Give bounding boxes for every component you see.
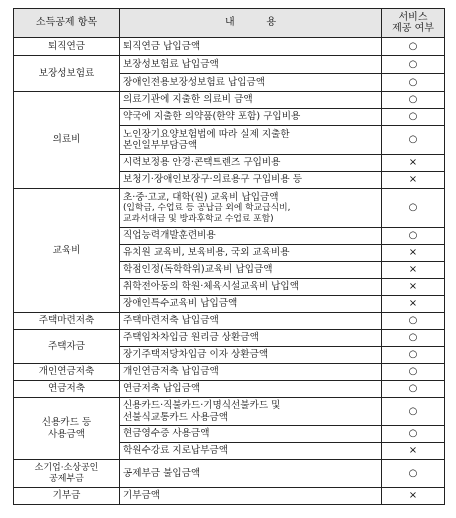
service-mark: × xyxy=(382,245,445,262)
service-mark: × xyxy=(382,172,445,189)
content-cell: 보장성보험료 납입금액 xyxy=(120,56,382,74)
service-mark: × xyxy=(382,296,445,313)
deduction-table xyxy=(13,8,445,505)
service-mark: ○ xyxy=(382,56,445,74)
header-service-provided: 서비스 제공 여부 xyxy=(382,9,445,38)
category-cell: 주택마련저축 xyxy=(14,313,120,330)
content-cell: 장애인특수교육비 납입금액 xyxy=(120,296,382,313)
service-mark: ○ xyxy=(382,228,445,245)
content-cell: 연금저축 납입금액 xyxy=(120,381,382,398)
content-cell: 현금영수증 사용금액 xyxy=(120,426,382,443)
content-cell: 시력보정용 안경·콘택트렌즈 구입비용 xyxy=(120,155,382,172)
table-row xyxy=(14,460,445,488)
content-cell: 직업능력개발훈련비용 xyxy=(120,228,382,245)
service-mark: ○ xyxy=(382,189,445,228)
category-cell: 주택자금 xyxy=(14,330,120,364)
category-cell: 소기업·소상공인 공제부금 xyxy=(14,460,120,488)
category-cell: 개인연금저축 xyxy=(14,364,120,381)
content-cell: 퇴직연금 납입금액 xyxy=(120,38,382,56)
service-mark: ○ xyxy=(382,74,445,92)
service-mark: ○ xyxy=(382,126,445,155)
content-main-text: 초·중·고교, 대학(원) 교육비 납입금액 xyxy=(123,192,279,204)
content-cell: 의료기관에 지출한 의료비 금액 xyxy=(120,92,382,109)
content-cell: 신용카드·직불카드·기명식선불카드 및 선불식교통카드 사용금액 xyxy=(120,398,382,426)
service-mark: × xyxy=(382,155,445,172)
content-cell: 학원수강료 지로납부금액 xyxy=(120,443,382,460)
table-row xyxy=(14,92,445,109)
table-row xyxy=(14,488,445,505)
header-deduction-item: 소득공제 항목 xyxy=(14,9,120,38)
content-cell: 주택임차차입금 원리금 상환금액 xyxy=(120,330,382,347)
service-mark: ○ xyxy=(382,38,445,56)
service-mark: ○ xyxy=(382,330,445,347)
content-sub-text: (입학금, 수업료 등 공납금 외에 학교급식비, 교과서대금 및 방과후학교 수업료 포함) xyxy=(123,203,291,224)
service-mark: ○ xyxy=(382,460,445,488)
content-cell: 약국에 지출한 의약품(한약 포함) 구입비용 xyxy=(120,109,382,126)
category-cell: 교육비 xyxy=(14,189,120,313)
category-cell: 보장성보험료 xyxy=(14,56,120,92)
content-cell: 장애인전용보장성보험료 납입금액 xyxy=(120,74,382,92)
service-mark: ○ xyxy=(382,364,445,381)
content-cell: 공제부금 불입금액 xyxy=(120,460,382,488)
service-mark: × xyxy=(382,488,445,505)
header-content: 내 용 xyxy=(120,9,382,38)
content-cell: 취학전아동의 학원·체육시설교육비 납입액 xyxy=(120,279,382,296)
content-cell: 개인연금저축 납입금액 xyxy=(120,364,382,381)
service-mark: × xyxy=(382,279,445,296)
table-header-row xyxy=(14,9,445,38)
category-cell: 퇴직연금 xyxy=(14,38,120,56)
service-mark: ○ xyxy=(382,347,445,364)
service-mark: ○ xyxy=(382,381,445,398)
table-row xyxy=(14,189,445,228)
category-cell: 기부금 xyxy=(14,488,120,505)
category-cell: 연금저축 xyxy=(14,381,120,398)
content-cell: 보청기·장애인보장구·의료용구 구입비용 등 xyxy=(120,172,382,189)
category-cell: 의료비 xyxy=(14,92,120,189)
service-mark: ○ xyxy=(382,426,445,443)
service-mark: × xyxy=(382,262,445,279)
table-row xyxy=(14,398,445,426)
service-mark: ○ xyxy=(382,313,445,330)
table-row xyxy=(14,330,445,347)
table-row xyxy=(14,56,445,74)
table-row xyxy=(14,313,445,330)
content-cell: 장기주택저당차입금 이자 상환금액 xyxy=(120,347,382,364)
table-row xyxy=(14,38,445,56)
content-cell xyxy=(120,189,382,228)
table-row xyxy=(14,381,445,398)
service-mark: ○ xyxy=(382,109,445,126)
content-cell: 유치원 교육비, 보육비용, 국외 교육비용 xyxy=(120,245,382,262)
content-cell: 노인장기요양보험법에 따라 실제 지출한 본인일부부담금액 xyxy=(120,126,382,155)
service-mark: ○ xyxy=(382,92,445,109)
content-cell: 기부금액 xyxy=(120,488,382,505)
service-mark: ○ xyxy=(382,398,445,426)
table-row xyxy=(14,364,445,381)
content-cell: 주택마련저축 납입금액 xyxy=(120,313,382,330)
content-cell: 학점인정(독학학위)교육비 납입금액 xyxy=(120,262,382,279)
category-cell: 신용카드 등 사용금액 xyxy=(14,398,120,460)
service-mark: × xyxy=(382,443,445,460)
